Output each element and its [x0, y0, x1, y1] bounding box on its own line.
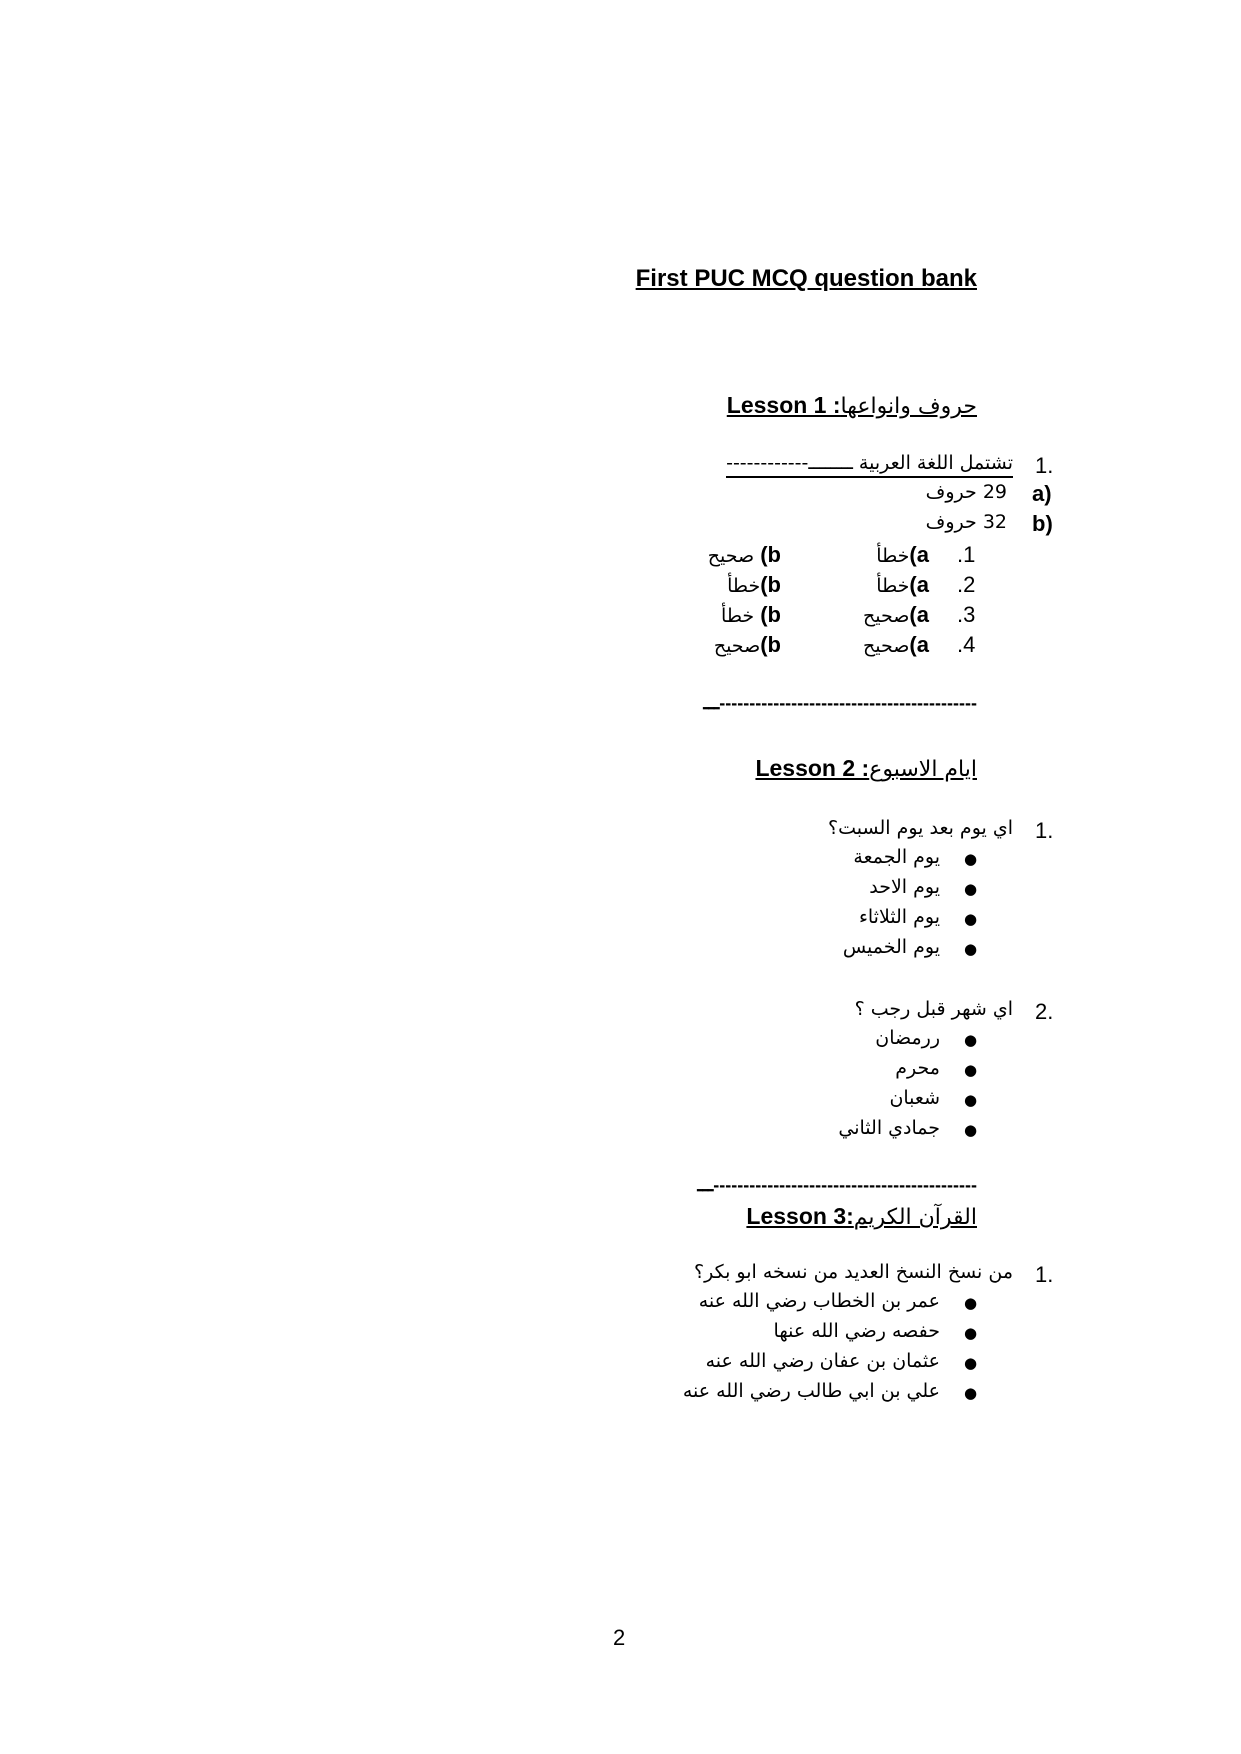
option-a-label: a)	[1032, 481, 1052, 506]
tf-row-4-option-a: a)صحيح	[863, 632, 929, 657]
lesson-1-heading	[727, 392, 977, 419]
tf-row-4-option-b: b)صحيح	[713, 632, 781, 657]
bullet-icon: ●	[964, 1061, 978, 1079]
lesson-2-q1-option-3: يوم الثلاثاء	[858, 906, 940, 928]
bullet-icon: ●	[964, 880, 978, 898]
tf-row-3-option-b: b) خطأ	[721, 602, 781, 627]
tf-row-1-option-a: a)خطأ	[876, 542, 929, 567]
tf-row-2-number: .2	[957, 572, 976, 597]
section-separator-1: ـــ-------------------------------------------	[703, 693, 977, 713]
lesson-3-q1-option-1: عمر بن الخطاب رضي الله عنه	[698, 1290, 940, 1312]
lesson-3-label: Lesson 3:	[746, 1203, 854, 1229]
page-number: 2	[613, 1625, 626, 1650]
lesson-1-question-number: 1.	[1035, 453, 1054, 478]
section-separator-2: ـــ--------------------------------------------	[697, 1175, 977, 1195]
tf-row-3-number: .3	[957, 602, 976, 627]
lesson-3-q1-option-2: حفصه رضي الله عنها	[773, 1320, 940, 1342]
bullet-icon: ●	[964, 910, 978, 928]
lesson-2-q2-text: اي شهر قبل رجب ؟	[854, 998, 1013, 1020]
bullet-icon: ●	[964, 1354, 978, 1372]
tf-row-4-number: .4	[957, 632, 976, 657]
lesson-2-heading	[755, 755, 977, 782]
tf-row-1-number: .1	[957, 542, 976, 567]
lesson-3-q1-option-4: علي بن ابي طالب رضي الله عنه	[682, 1380, 940, 1402]
bullet-icon: ●	[964, 850, 978, 868]
lesson-2-q2-option-3: شعبان	[889, 1087, 940, 1109]
tf-row-2-option-b: b)خطأ	[727, 572, 781, 597]
page-title: First PUC MCQ question bank	[635, 265, 977, 292]
lesson-2-q1-option-2: يوم الاحد	[869, 876, 940, 898]
bullet-icon: ●	[964, 1031, 978, 1049]
tf-row-3-option-a: a)صحيح	[863, 602, 929, 627]
lesson-1-question-text: تشتمل اللغة العربية ــــــــ------------	[726, 452, 1013, 478]
bullet-icon: ●	[964, 1294, 978, 1312]
lesson-1-arabic-title: حروف وانواعها	[840, 394, 977, 419]
bullet-icon: ●	[964, 1091, 978, 1109]
lesson-2-q2-number: 2.	[1035, 999, 1054, 1024]
lesson-2-q1-option-4: يوم الخميس	[842, 936, 940, 958]
option-b-label: b)	[1032, 511, 1053, 536]
bullet-icon: ●	[964, 1384, 978, 1402]
lesson-3-arabic-title: القرآن الكريم	[853, 1205, 977, 1230]
lesson-2-arabic-title: ايام الاسبوع	[869, 757, 977, 782]
tf-row-1-option-b: b) صحيح	[707, 542, 781, 567]
lesson-3-q1-number: 1.	[1035, 1262, 1054, 1287]
lesson-3-q1-option-3: عثمان بن عفان رضي الله عنه	[705, 1350, 940, 1372]
lesson-2-q2-option-1: ررمضان	[875, 1027, 940, 1049]
lesson-2-q1-text: اي يوم بعد يوم السبت؟	[828, 817, 1013, 839]
lesson-2-q2-option-4: جمادي الثاني	[838, 1117, 940, 1139]
option-b-text: 32 حروف	[925, 511, 1007, 533]
bullet-icon: ●	[964, 1121, 978, 1139]
lesson-3-heading	[746, 1203, 977, 1230]
lesson-3-q1-text: من نسخ النسخ العديد من نسخه ابو بكر؟	[694, 1261, 1013, 1283]
lesson-2-q1-option-1: يوم الجمعة	[853, 846, 940, 868]
lesson-2-label: Lesson 2 :	[755, 755, 870, 781]
lesson-2-q2-option-2: محرم	[895, 1057, 940, 1079]
option-a-text: 29 حروف	[925, 481, 1007, 503]
bullet-icon: ●	[964, 1324, 978, 1342]
lesson-2-q1-number: 1.	[1035, 818, 1054, 843]
bullet-icon: ●	[964, 940, 978, 958]
tf-row-2-option-a: a)خطأ	[876, 572, 929, 597]
lesson-1-label: Lesson 1 :	[726, 392, 841, 418]
